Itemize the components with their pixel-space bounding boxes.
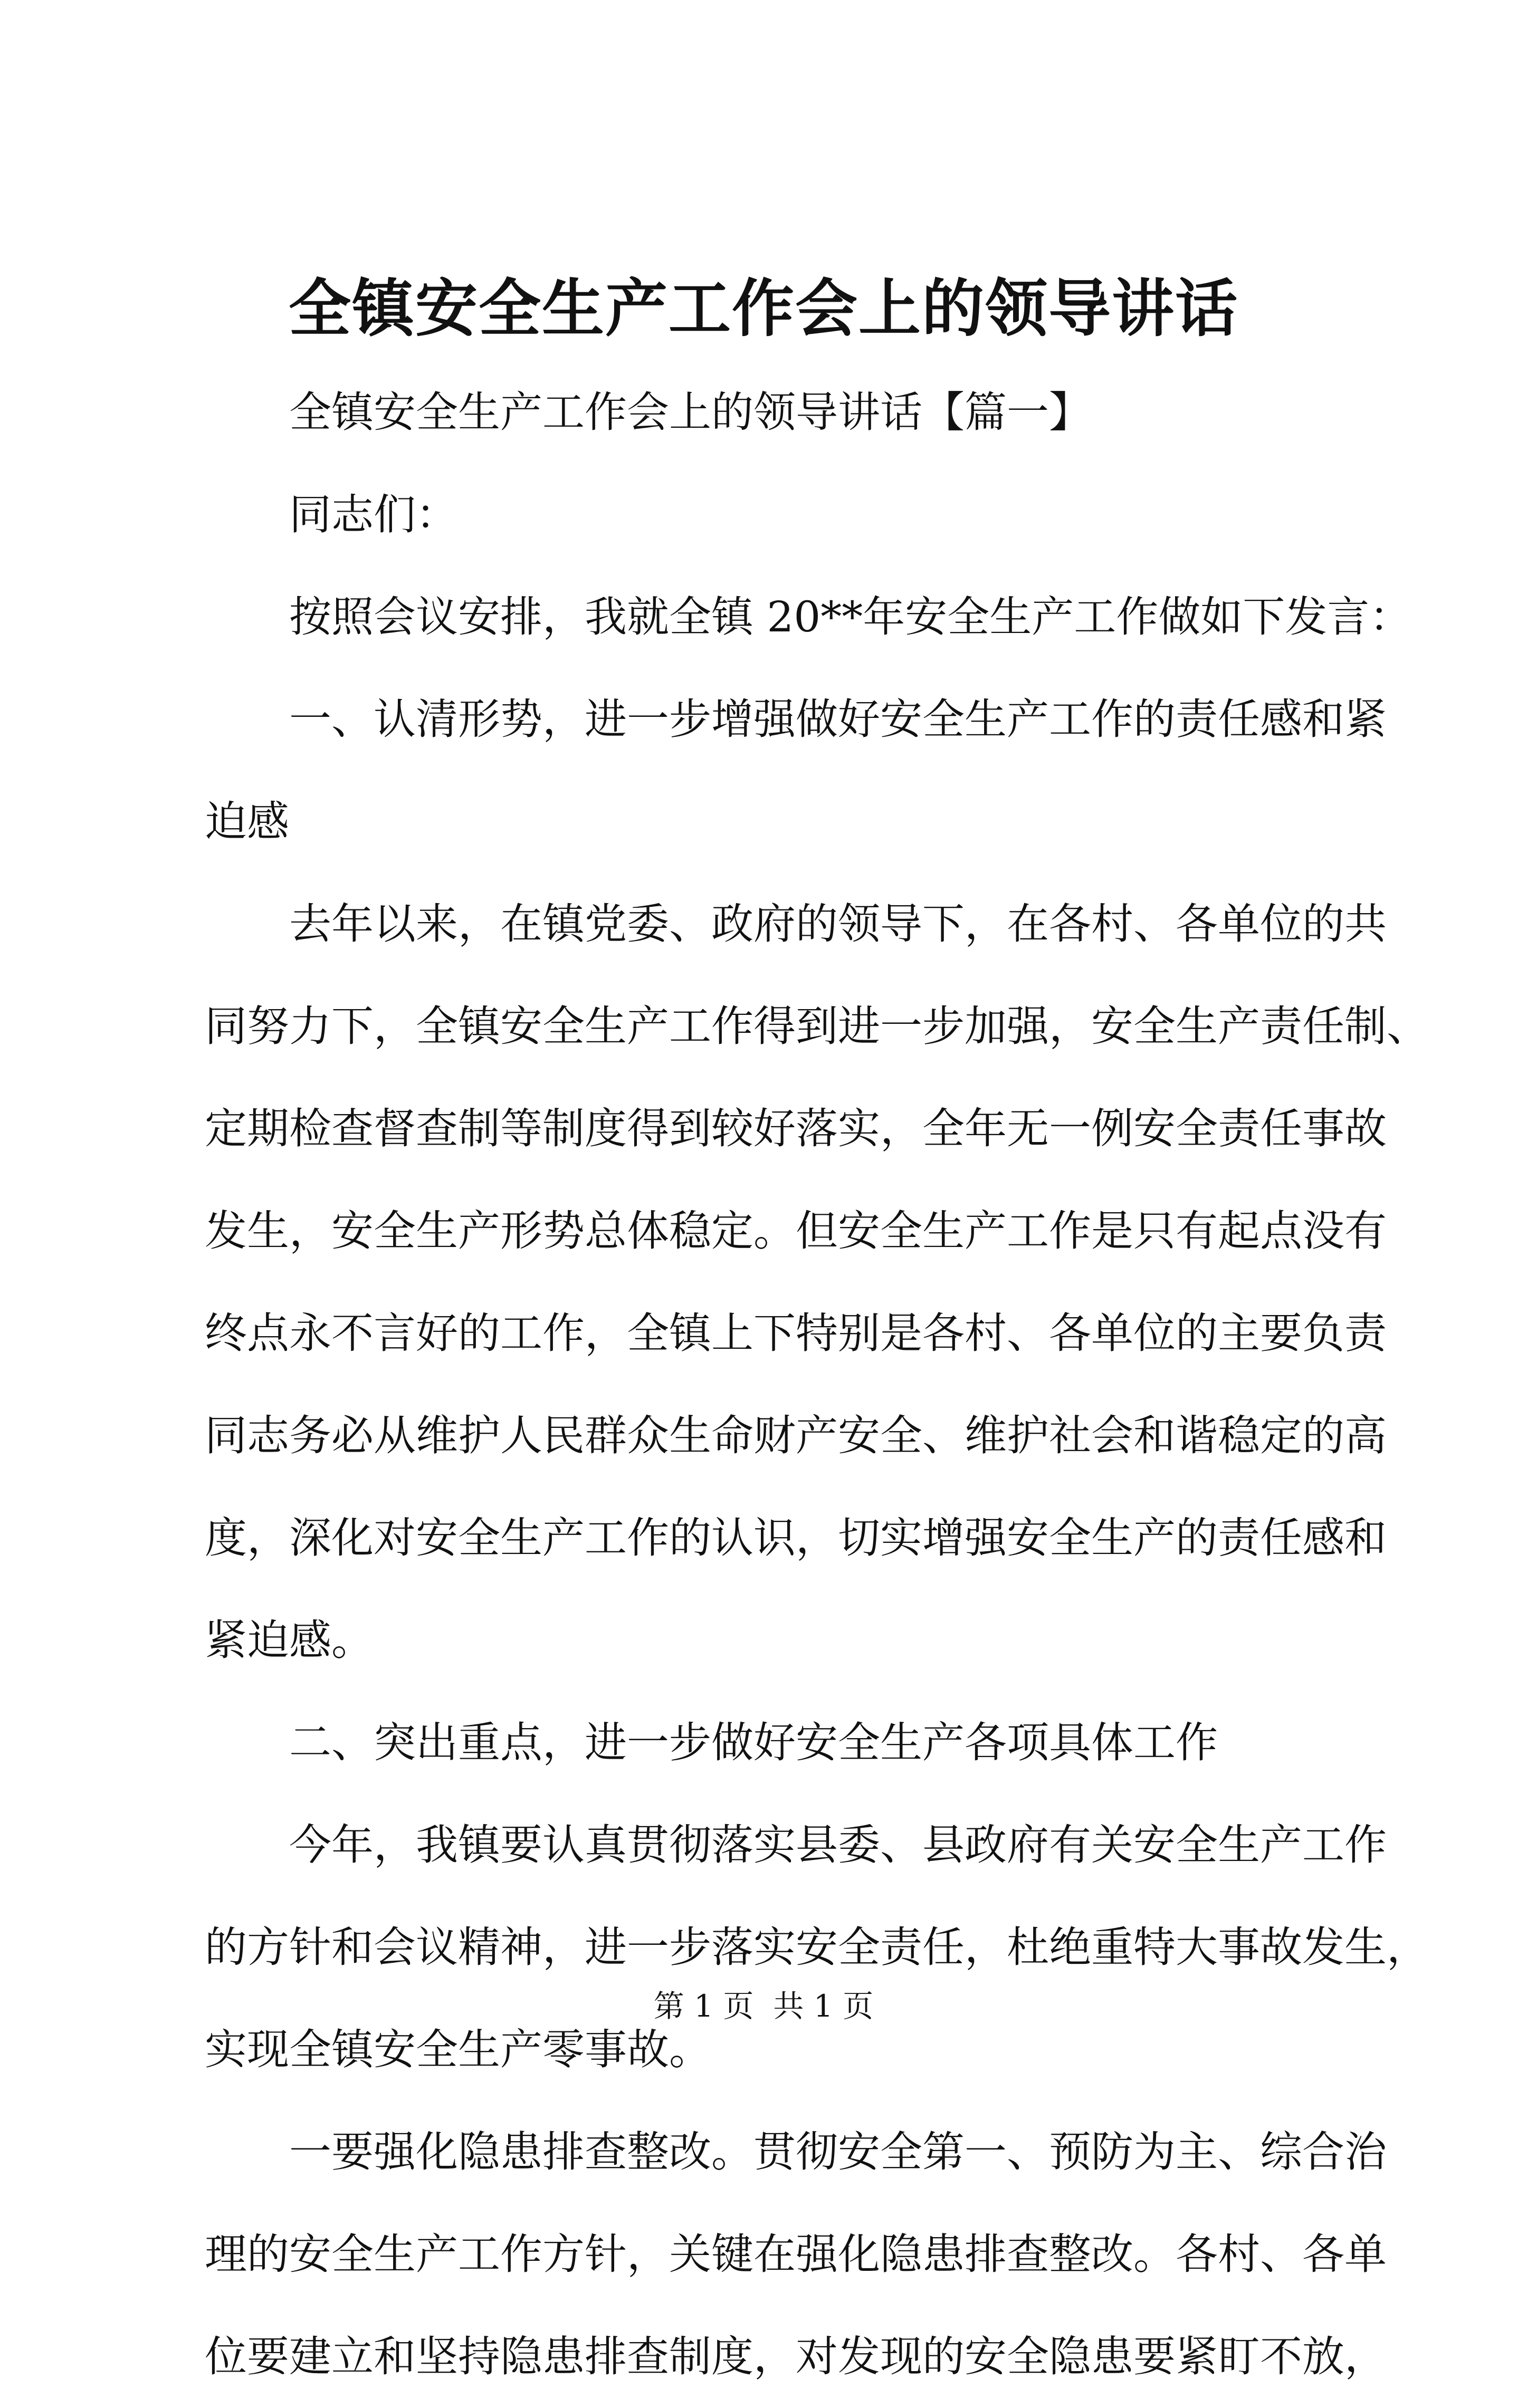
- paragraph-line: 度，深化对安全生产工作的认识，切实增强安全生产的责任感和: [205, 1513, 1387, 1562]
- paragraph-line: 的方针和会议精神，进一步落实安全责任，杜绝重特大事故发生，: [205, 1923, 1429, 1972]
- section-heading-line: 迫感: [205, 797, 289, 846]
- paragraph-line: 紧迫感。: [205, 1616, 374, 1665]
- paragraph-line: 同努力下，全镇安全生产工作得到进一步加强，安全生产责任制、: [205, 1002, 1429, 1051]
- paragraph-line: 定期检查督查制等制度得到较好落实，全年无一例安全责任事故: [205, 1104, 1387, 1153]
- paragraph-line: 今年，我镇要认真贯彻落实县委、县政府有关安全生产工作: [289, 1820, 1387, 1869]
- subtitle-line: 全镇安全生产工作会上的领导讲话【篇一】: [289, 388, 1091, 437]
- document-title: 全镇安全生产工作会上的领导讲话: [288, 272, 1238, 345]
- section-heading-line: 二、突出重点，进一步做好安全生产各项具体工作: [289, 1718, 1218, 1767]
- paragraph-line: 一要强化隐患排查整改。贯彻安全第一、预防为主、综合治: [289, 2127, 1387, 2176]
- section-heading-line: 一、认清形势，进一步增强做好安全生产工作的责任感和紧: [289, 695, 1387, 744]
- salutation-line: 同志们：: [289, 490, 458, 539]
- page-number-footer: 第 1 页 共 1 页: [653, 1988, 874, 2024]
- paragraph-line: 按照会议安排，我就全镇 20**年安全生产工作做如下发言：: [289, 592, 1412, 641]
- paragraph-line: 去年以来，在镇党委、政府的领导下，在各村、各单位的共: [289, 899, 1387, 948]
- paragraph-line: 理的安全生产工作方针，关键在强化隐患排查整改。各村、各单: [205, 2230, 1387, 2279]
- paragraph-line: 实现全镇安全生产零事故。: [205, 2025, 711, 2074]
- paragraph-line: 发生，安全生产形势总体稳定。但安全生产工作是只有起点没有: [205, 1206, 1387, 1255]
- paragraph-line: 同志务必从维护人民群众生命财产安全、维护社会和谐稳定的高: [205, 1411, 1387, 1460]
- document-body: [205, 361, 1429, 2408]
- paragraph-line: 位要建立和坚持隐患排查制度，对发现的安全隐患要紧盯不放，: [205, 2332, 1387, 2381]
- paragraph-line: 终点永不言好的工作，全镇上下特别是各村、各单位的主要负责: [205, 1309, 1387, 1358]
